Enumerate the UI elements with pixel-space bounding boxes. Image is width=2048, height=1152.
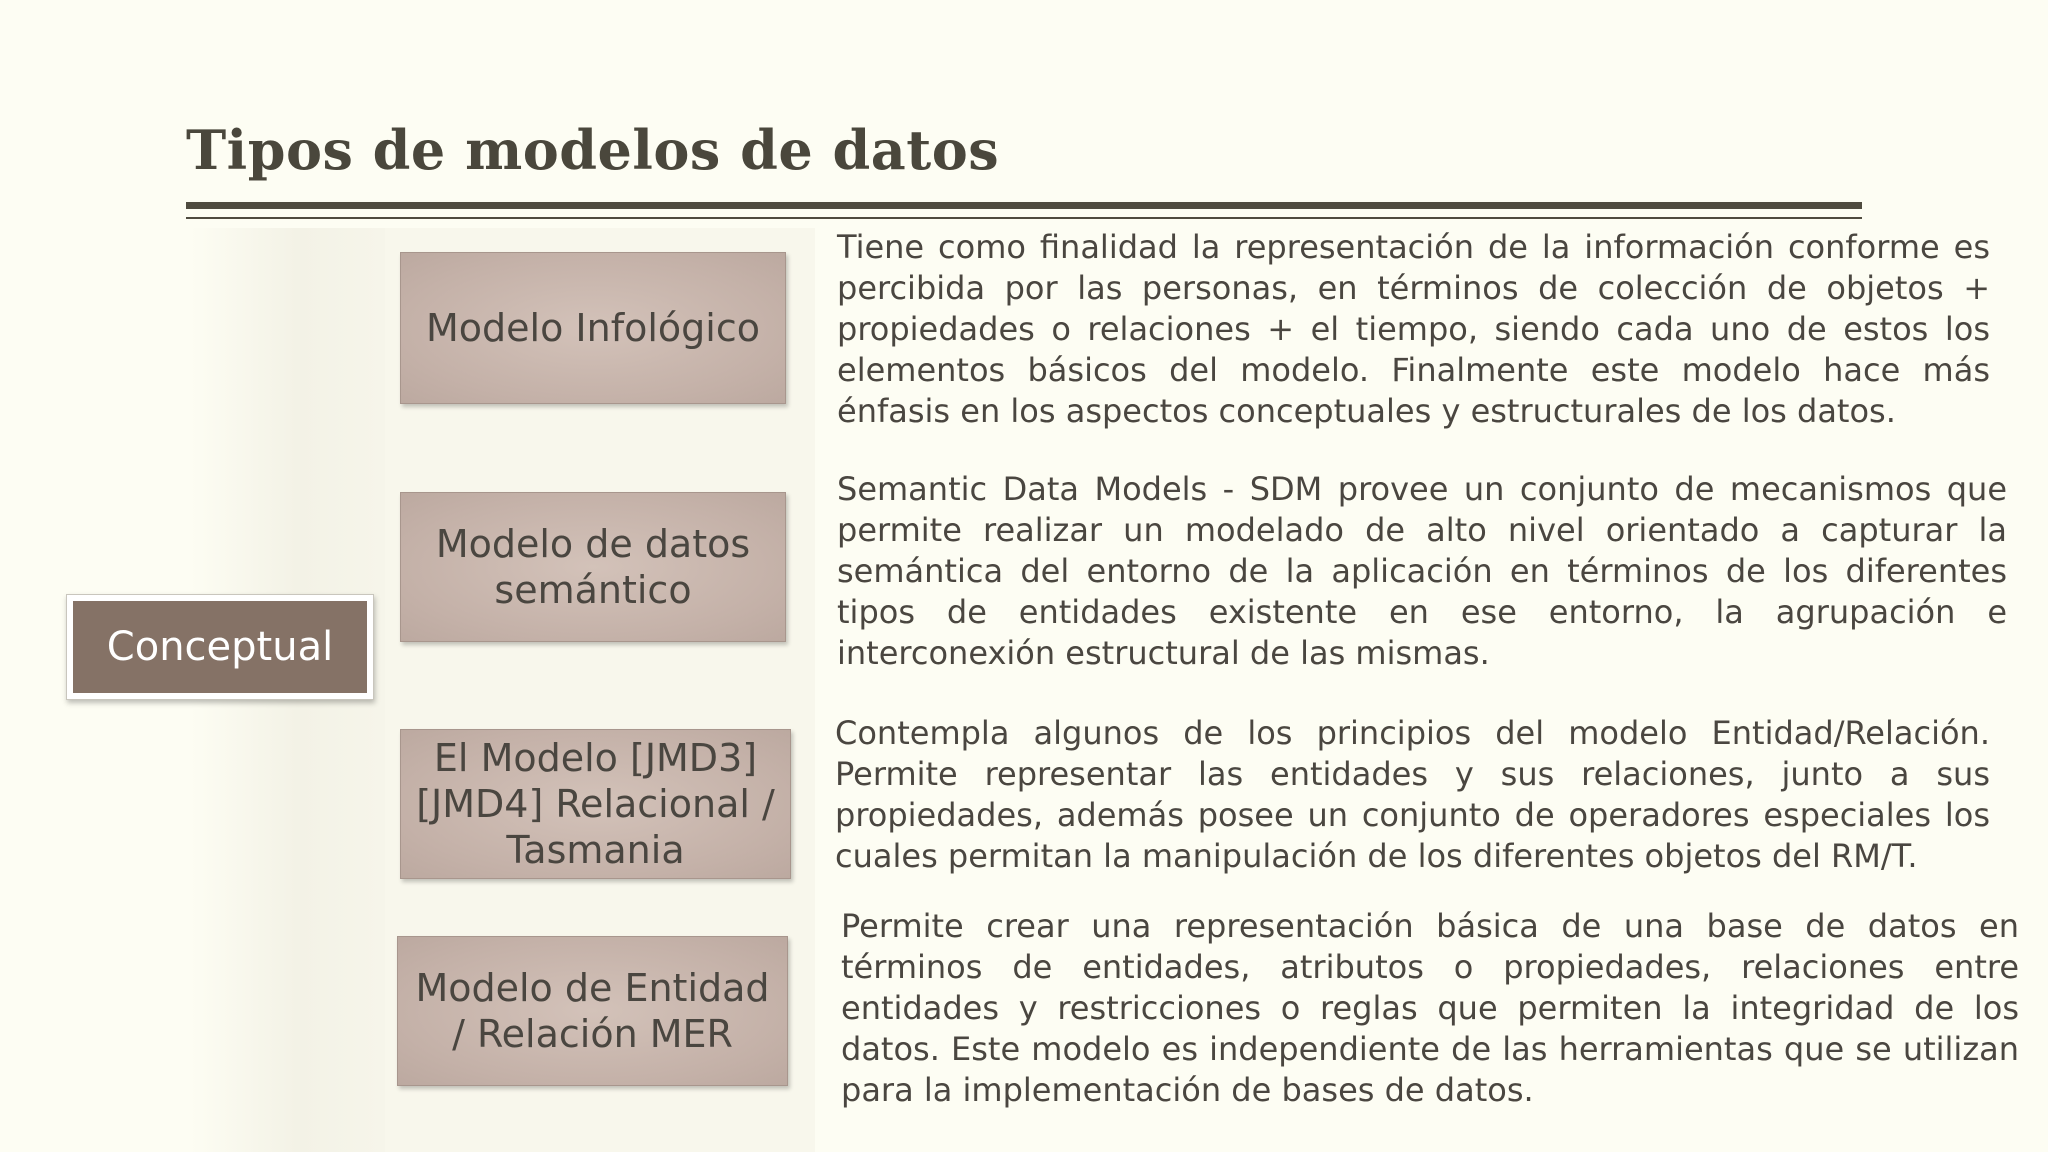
title-rule-thin — [186, 217, 1862, 219]
model-box-semantico: Modelo de datos semántico — [400, 492, 786, 642]
description-semantico: Semantic Data Models - SDM provee un conjunto de mecanismos que permite realizar un modelado de alto nivel orientado a capturar la semántica del entorno de la aplicación en términos de los diferentes tipos de entidades existente en ese entorno, la agrupación e interconexión estructural de las mismas. — [837, 470, 2007, 672]
title-rule-thick — [186, 202, 1862, 209]
description-relacional-tasmania: Contempla algunos de los principios del modelo Entidad/Relación. Permite representar las entidades y sus relaciones, junto a sus propiedades, además posee un conjunto de operadores especiales los cuales permitan la manipulación de los diferentes objetos del RM/T. — [835, 714, 1990, 875]
slide-title: Tipos de modelos de datos — [186, 118, 1000, 182]
model-box-entidad-relacion: Modelo de Entidad / Relación MER — [397, 936, 788, 1086]
model-box-infologico: Modelo Infológico — [400, 252, 786, 404]
description-infologico: Tiene como finalidad la representación de la información conforme es percibida por las personas, en términos de colección de objetos + propiedades o relaciones + el tiempo, siendo cada uno de estos los elementos básicos del modelo. Finalmente este modelo hace más énfasis en los aspectos conceptuales y estructurales de los datos. — [837, 228, 1990, 430]
model-box-relacional-tasmania: El Modelo [JMD3][JMD4] Relacional / Tasmania — [400, 729, 791, 879]
description-entidad-relacion: Permite crear una representación básica de una base de datos en términos de entidades, atributos o propiedades, relaciones entre entidades y restricciones o reglas que permiten la integridad de los datos. Este modelo es independiente de las herramientas que se utilizan para la implementación de bases de datos. — [841, 907, 2019, 1109]
root-node-label: Conceptual — [73, 601, 367, 693]
root-node-conceptual — [66, 594, 374, 700]
